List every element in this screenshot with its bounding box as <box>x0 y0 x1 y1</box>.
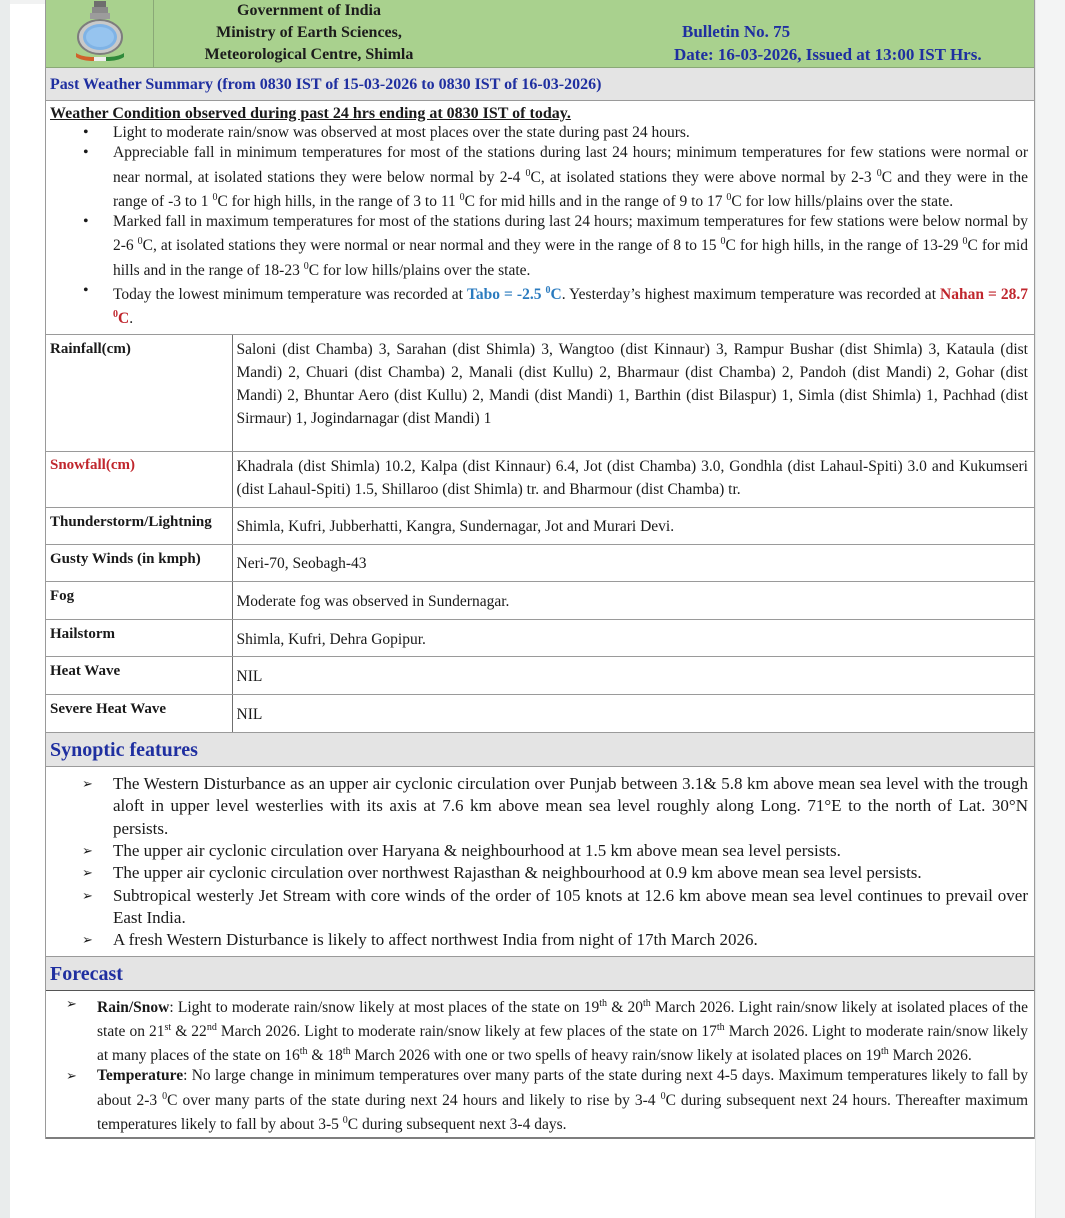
list-item <box>50 212 1028 281</box>
list-item: ➢ The upper air cyclonic circulation over northwest Rajasthan & neighbourhood at 0.9 km above mean sea level persists. <box>46 862 1028 884</box>
row-value: Shimla, Kufri, Jubberhatti, Kangra, Sundernagar, Jot and Murari Devi. <box>232 508 1034 545</box>
bulletin-document <box>45 0 1035 1139</box>
list-item <box>50 143 1028 212</box>
row-label: Hailstorm <box>46 620 232 657</box>
list-item: ➢ Subtropical westerly Jet Stream with core winds of the order of 105 knots at 12.6 km above mean sea level continues to prevail over East India. <box>46 885 1028 930</box>
emblem-icon <box>70 1 130 67</box>
row-value: Moderate fog was observed in Sundernagar. <box>232 582 1034 620</box>
ordinal-sup: nd <box>206 1021 217 1033</box>
row-value: NIL <box>232 657 1034 695</box>
degree-sup: 0 <box>720 236 726 248</box>
table-row <box>46 657 1034 695</box>
unit-text: C <box>118 310 130 328</box>
bulletin-info <box>674 0 1034 67</box>
list-item <box>50 123 1028 143</box>
synoptic-features-list <box>46 767 1034 956</box>
viewer-left-gutter <box>0 0 10 1218</box>
bullet-text: Light to moderate rain/snow was observed at most places over the state during past 24 hours. <box>113 124 690 141</box>
bullet-text: C for mid hills and in the range of 18-23 <box>113 237 1028 279</box>
row-value: Saloni (dist Chamba) 3, Sarahan (dist Shimla) 3, Wangtoo (dist Kinnaur) 3, Rampur Bushar (dist Shimla) 3, Kataula (dist Mandi) 2, Chuari (dist Chamba) 2, Manali (dist Kullu) 2, Bharmaur (dist Chamba) 2, Pandoh (dist Mandi) 2, Gohar (dist Mandi) 2, Bhuntar Aero (dist Kullu) 2, Mandi (dist Mandi) 1, Barthin (dist Bilaspur) 1, Simla (dist Shimla) 1, Pachhad (dist Sirmaur) 1, Jogindarnagar (dist Mandi) 1 <box>232 335 1034 452</box>
forecast-text: March 2026. <box>888 1047 972 1065</box>
table-row <box>46 335 1034 452</box>
forecast-temperature <box>46 1066 1028 1135</box>
row-label: Heat Wave <box>46 657 232 695</box>
ordinal-sup: th <box>880 1046 889 1058</box>
bullet-text: . Yesterday’s highest maximum temperature was recorded at <box>561 286 941 304</box>
table-row <box>46 582 1034 620</box>
forecast-text: March 2026. Light to moderate rain/snow likely at few places of the state on 17 <box>216 1022 717 1040</box>
forecast-list <box>46 991 1034 1140</box>
org-line-government: Government of India <box>237 2 381 19</box>
bullet-text: C for low hills/plains over the state. <box>308 261 531 279</box>
degree-sup: 0 <box>962 236 968 248</box>
row-label: Fog <box>46 582 232 620</box>
bullet-text: Appreciable fall in minimum temperatures for most of the stations during last 24 hours; minimum temperatures for few stations were normal or near normal, at isolated stations they were below normal by 2-4 <box>113 144 1028 186</box>
forecast-text: & 22 <box>171 1022 207 1040</box>
forecast-title: Forecast <box>46 957 1034 991</box>
ordinal-sup: st <box>164 1021 172 1033</box>
bullet-text: . <box>129 310 134 328</box>
forecast-text: March 2026 with one or two spells of heavy rain/snow likely at isolated places on 19 <box>350 1047 881 1065</box>
bullet-text: C for mid hills and in the range of 9 to 17 <box>464 192 727 210</box>
degree-sup: 0 <box>726 191 732 203</box>
degree-sup: 0 <box>137 236 143 248</box>
forecast-text: C during subsequent next 24 hours. Thereafter maximum temperatures likely to fall by about 3-5 <box>97 1091 1028 1134</box>
ordinal-sup: th <box>716 1021 725 1033</box>
past-weather-summary-title: Past Weather Summary (from 0830 IST of 15-03-2026 to 0830 IST of 16-03-2026) <box>46 68 1034 101</box>
degree-sup: 0 <box>212 191 218 203</box>
unit-text: C <box>550 286 562 304</box>
bulletin-number: Bulletin No. 75 <box>682 22 791 41</box>
row-label: Severe Heat Wave <box>46 695 232 733</box>
degree-sup: 0 <box>876 167 882 179</box>
list-item: ➢ A fresh Western Disturbance is likely to affect northwest India from night of 17th March 2026. <box>46 929 1028 951</box>
bullet-text: Marked fall in maximum temperatures for most of the stations during last 24 hours; maximum temperatures for few stations were below normal by 2-6 <box>113 213 1028 255</box>
viewer-scrollbar[interactable] <box>1035 0 1065 1218</box>
ordinal-sup: th <box>599 997 608 1009</box>
degree-sup: 0 <box>342 1115 348 1127</box>
list-item <box>50 281 1028 330</box>
weather-condition-section <box>46 101 1034 335</box>
org-line-ministry: Ministry of Earth Sciences, <box>216 24 402 41</box>
organization-name <box>154 0 674 67</box>
degree-sup: 0 <box>162 1090 168 1102</box>
forecast-text: : No large change in minimum temperatures over many parts of the state during next 4-5 days. Maximum temperatures likely to fall by about 2-3 <box>97 1067 1028 1109</box>
row-label: Thunderstorm/Lightning <box>46 508 232 545</box>
observations-table <box>46 335 1034 734</box>
degree-sup: 0 <box>459 191 465 203</box>
degree-sup: 0 <box>113 309 118 321</box>
table-row <box>46 620 1034 657</box>
forecast-text: March 2026. Light rain/snow likely at isolated places of the state on 21 <box>97 998 1028 1040</box>
ordinal-sup: th <box>299 1046 308 1058</box>
forecast-text: & 20 <box>607 998 643 1016</box>
bullet-text: C, at isolated stations they were normal or near normal and they were in the range of 8 to 15 <box>142 237 721 255</box>
weather-condition-title: Weather Condition observed during past 24 hrs ending at 0830 IST of today. <box>50 105 571 122</box>
row-label: Rainfall(cm) <box>46 335 232 452</box>
ordinal-sup: th <box>342 1046 351 1058</box>
table-row <box>46 545 1034 582</box>
forecast-text: March 2026. Light to moderate rain/snow likely at many places of the state on 16 <box>97 1022 1028 1065</box>
row-value: Khadrala (dist Shimla) 10.2, Kalpa (dist Kinnaur) 6.4, Jot (dist Chamba) 3.0, Gondhla (dist Lahaul-Spiti) 3.0 and Kukumseri (dist Lahaul-Spiti) 1.5, Shillaroo (dist Shimla) tr. and Bharmour (dist Chamba) tr. <box>232 452 1034 508</box>
bullet-text: C for low hills/plains over the state. <box>731 192 954 210</box>
bullet-text: C, at isolated stations they were above normal by 2-3 <box>530 168 877 186</box>
forecast-text: & 18 <box>307 1047 343 1065</box>
forecast-text: C during subsequent next 3-4 days. <box>347 1116 567 1134</box>
bullet-text: C for high hills, in the range of 3 to 11 <box>217 192 460 210</box>
list-item: ➢ The Western Disturbance as an upper air cyclonic circulation over Punjab between 3.1& 5.8 km above mean sea level with the trough aloft in upper level westerlies with its axis at 7.6 km above mean sea level roughly along Long. 71°E to the north of Lat. 30°N persists. <box>46 773 1028 840</box>
degree-sup: 0 <box>545 285 551 297</box>
issue-date: Date: 16-03-2026, Issued at 13:00 IST Hrs. <box>674 45 982 64</box>
org-line-centre: Meteorological Centre, Shimla <box>204 46 414 63</box>
bulletin-header <box>46 0 1034 68</box>
table-row <box>46 452 1034 508</box>
synoptic-features-title: Synoptic features <box>46 733 1034 767</box>
forecast-text: : Light to moderate rain/snow likely at most places of the state on 19 <box>169 998 600 1016</box>
bullet-text: C and they were in the range of -3 to 1 <box>113 168 1028 210</box>
imd-emblem-logo <box>46 0 154 67</box>
lowest-min-temp-value: Tabo = -2.5 <box>466 286 546 304</box>
table-row <box>46 508 1034 545</box>
row-label: Gusty Winds (in kmph) <box>46 545 232 582</box>
degree-sup: 0 <box>303 260 309 272</box>
weather-condition-list <box>50 123 1028 330</box>
highest-max-temp-value: Nahan = 28.7 <box>940 286 1028 304</box>
degree-sup: 0 <box>660 1090 666 1102</box>
row-label: Snowfall(cm) <box>46 452 232 508</box>
lowest-min-temp <box>467 286 562 303</box>
forecast-text: C over many parts of the state during next 24 hours and likely to rise by 3-4 <box>167 1091 661 1109</box>
forecast-rain-snow <box>46 994 1028 1067</box>
degree-sup: 0 <box>525 167 531 179</box>
list-item: ➢ The upper air cyclonic circulation over Haryana & neighbourhood at 1.5 km above mean sea level persists. <box>46 840 1028 862</box>
forecast-label: Rain/Snow <box>97 998 170 1016</box>
row-value: Neri-70, Seobagh-43 <box>232 545 1034 582</box>
table-row <box>46 695 1034 733</box>
bullet-text: C for high hills, in the range of 13-29 <box>725 237 963 255</box>
row-value: NIL <box>232 695 1034 733</box>
row-value: Shimla, Kufri, Dehra Gopipur. <box>232 620 1034 657</box>
forecast-label: Temperature <box>97 1067 184 1085</box>
ordinal-sup: th <box>642 997 651 1009</box>
bullet-text: Today the lowest minimum temperature was recorded at <box>113 286 467 304</box>
